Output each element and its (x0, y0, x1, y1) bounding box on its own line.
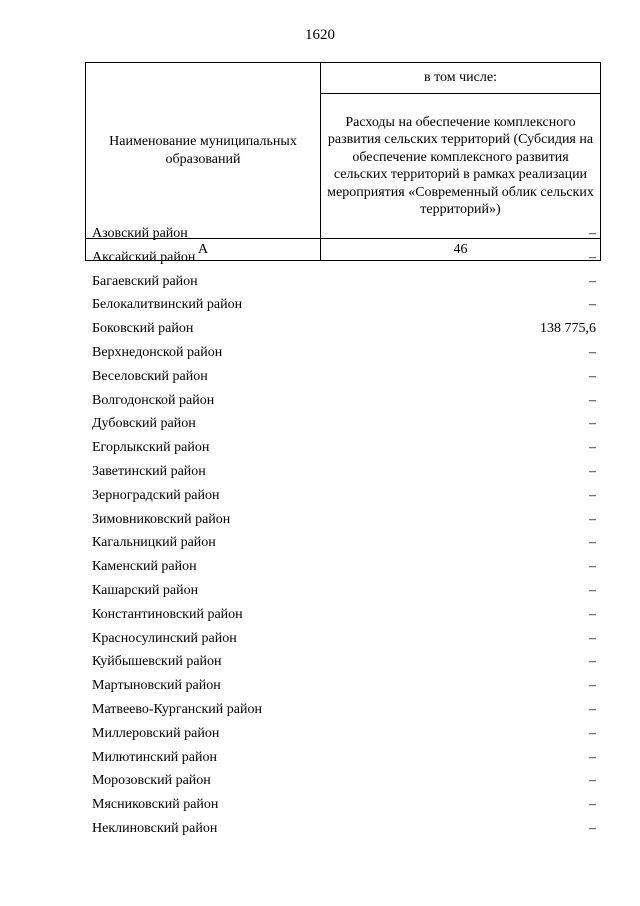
expense-value: – (589, 820, 596, 836)
expense-value: – (589, 535, 596, 551)
municipality-name: Кашарский район (92, 582, 199, 598)
municipality-name: Кагальницкий район (92, 535, 216, 551)
municipality-name: Белокалитвинский район (92, 297, 243, 313)
expense-value: – (589, 392, 596, 408)
table-row (92, 722, 596, 746)
expense-value: – (589, 368, 596, 384)
table-row (92, 222, 596, 246)
municipality-name: Азовский район (92, 226, 188, 241)
expense-value: – (589, 582, 596, 598)
table-row (92, 555, 596, 579)
municipality-name: Верхнедонской район (92, 344, 223, 360)
expense-value: – (589, 630, 596, 646)
column-code-46: 46 (321, 239, 601, 261)
expense-value: – (589, 273, 596, 289)
municipality-name: Дубовский район (92, 416, 196, 432)
table-row (92, 579, 596, 603)
expense-value: – (589, 725, 596, 741)
municipality-name: Неклиновский район (92, 820, 218, 836)
column-header-expense-description: Расходы на обеспечение комплексного развития сельских территорий (Субсидия на обеспечение комплексного развития сельских территорий в рамках реализации мероприятия «Современный облик сельских территорий») (321, 94, 601, 239)
expense-value: – (589, 511, 596, 527)
expense-value: 138 775,6 (540, 321, 596, 337)
municipality-name: Мартыновский район (92, 678, 221, 694)
municipality-name: Веселовский район (92, 368, 208, 384)
table-row (92, 746, 596, 770)
table-body (92, 222, 596, 841)
column-header-including: в том числе: (321, 63, 601, 94)
table-row (92, 769, 596, 793)
expense-value: – (589, 606, 596, 622)
expense-value: – (589, 416, 596, 432)
table-row (92, 484, 596, 508)
table-row (92, 650, 596, 674)
table-row (92, 389, 596, 413)
expense-value: – (589, 440, 596, 456)
expense-value: – (589, 773, 596, 789)
municipality-name: Миллеровский район (92, 725, 220, 741)
municipality-name: Морозовский район (92, 773, 211, 789)
municipality-name: Аксайский район (92, 249, 196, 265)
expense-value: – (589, 701, 596, 717)
municipality-name: Милютинский район (92, 749, 218, 765)
expense-value: – (589, 344, 596, 360)
expense-value: – (589, 559, 596, 575)
expense-value: – (589, 226, 596, 241)
table-row (92, 293, 596, 317)
table-row (92, 793, 596, 817)
table-row (92, 317, 596, 341)
municipality-name: Мясниковский район (92, 797, 219, 813)
table-row (92, 412, 596, 436)
municipality-name: Куйбышевский район (92, 654, 222, 670)
municipality-name: Зимовниковский район (92, 511, 231, 527)
table-row (92, 508, 596, 532)
municipality-name: Багаевский район (92, 273, 198, 289)
table-row (92, 627, 596, 651)
municipality-name: Красносулинский район (92, 630, 237, 646)
expense-value: – (589, 678, 596, 694)
table-row (92, 246, 596, 270)
table-row (92, 531, 596, 555)
page-number: 1620 (305, 27, 335, 43)
municipality-name: Волгодонской район (92, 392, 215, 408)
table-row (92, 436, 596, 460)
municipality-name: Боковский район (92, 321, 194, 337)
municipality-name: Егорлыкский район (92, 440, 210, 456)
table-row (92, 603, 596, 627)
expense-value: – (589, 487, 596, 503)
table-row (92, 674, 596, 698)
column-header-name: Наименование муниципальных образований (86, 63, 321, 239)
table-row (92, 341, 596, 365)
expense-value: – (589, 797, 596, 813)
column-code-a: А (86, 239, 321, 261)
municipality-name: Константиновский район (92, 606, 243, 622)
table-row (92, 817, 596, 841)
table-row (92, 698, 596, 722)
municipality-name: Каменский район (92, 559, 197, 575)
expense-value: – (589, 463, 596, 479)
municipality-name: Зерноградский район (92, 487, 220, 503)
table-row (92, 365, 596, 389)
table-row (92, 270, 596, 294)
municipality-name: Заветинский район (92, 463, 206, 479)
expense-value: – (589, 249, 596, 265)
expense-value: – (589, 654, 596, 670)
municipality-name: Матвеево-Курганский район (92, 701, 262, 717)
table-row (92, 460, 596, 484)
expense-value: – (589, 749, 596, 765)
expense-value: – (589, 297, 596, 313)
